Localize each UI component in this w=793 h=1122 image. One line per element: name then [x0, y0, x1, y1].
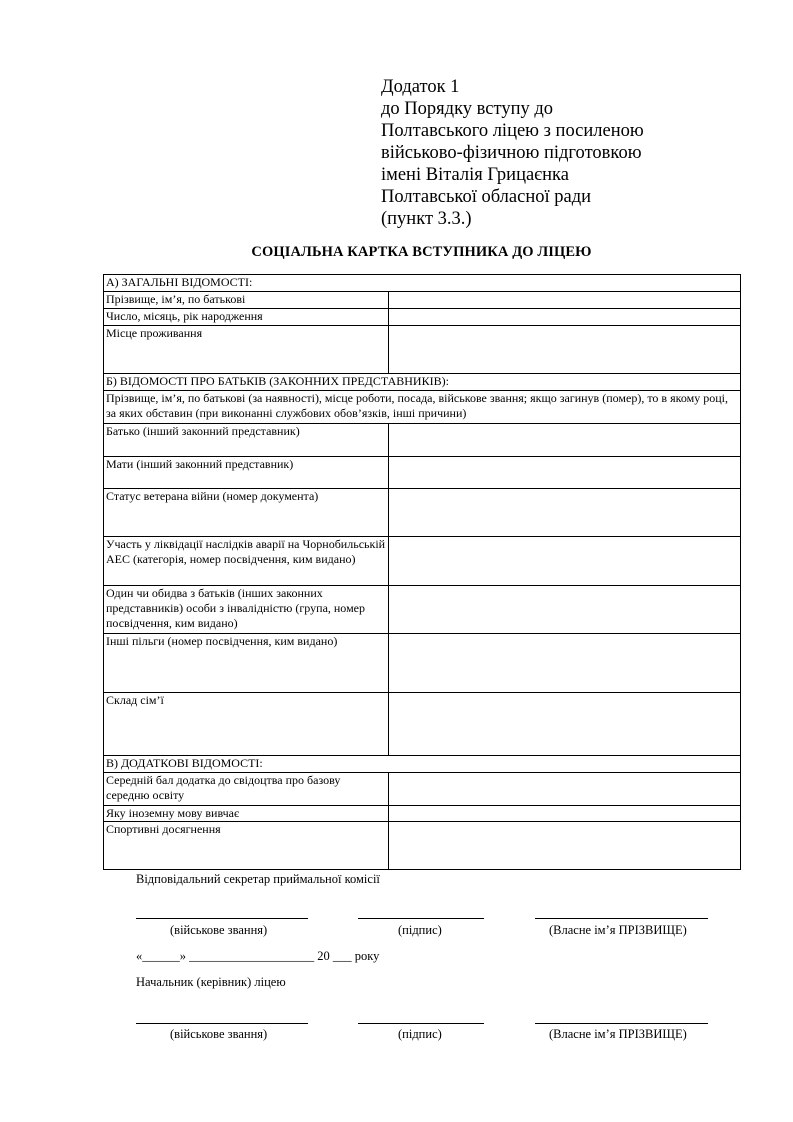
- appendix-line: до Порядку вступу до: [381, 99, 554, 119]
- appendix-line: Додаток 1: [381, 77, 460, 97]
- row-label: Інші пільги (номер посвідчення, ким видано): [104, 634, 389, 693]
- row-label: Яку іноземну мову вивчає: [104, 806, 389, 822]
- date-line: «______» ____________________ 20 ___ року: [136, 949, 380, 963]
- row-label: Батько (інший законний представник): [104, 424, 389, 457]
- appendix-line: військово-фізичною підготовкою: [381, 143, 642, 163]
- row-label: Склад сім’ї: [104, 693, 389, 756]
- row-label: Число, місяць, рік народження: [104, 309, 389, 326]
- field-family[interactable]: [389, 693, 741, 756]
- signature-caption: (підпис): [398, 1027, 442, 1041]
- appendix-line: Полтавської обласної ради: [381, 187, 592, 207]
- field-veteran-status[interactable]: [389, 489, 741, 537]
- signature-caption: (підпис): [398, 923, 442, 937]
- field-father[interactable]: [389, 424, 741, 457]
- field-disability[interactable]: [389, 586, 741, 634]
- row-label: Середній бал додатка до свідоцтва про базову середню освіту: [104, 773, 389, 806]
- appendix-line: імені Віталія Грицаєнка: [381, 165, 569, 185]
- row-label: Участь у ліквідації наслідків аварії на Чорнобильській АЕС (категорія, номер посвідчення, ким видано): [104, 537, 389, 586]
- row-label: Один чи обидва з батьків (інших законних представників) особи з інвалідністю (група, номер посвідчення, ким видано): [104, 586, 389, 634]
- secretary-signature-line[interactable]: [358, 918, 484, 919]
- rank-caption: (військове звання): [170, 923, 268, 937]
- head-label: Начальник (керівник) ліцею: [136, 975, 286, 989]
- secretary-label: Відповідальний секретар приймальної комісії: [136, 872, 380, 886]
- document-title: СОЦІАЛЬНА КАРТКА ВСТУПНИКА ДО ЛІЦЕЮ: [251, 244, 592, 260]
- appendix-line: Полтавського ліцею з посиленою: [381, 121, 644, 141]
- row-label: Місце проживання: [104, 326, 389, 374]
- social-card-table: [103, 274, 741, 870]
- field-full-name[interactable]: [389, 292, 741, 309]
- row-label: Спортивні досягнення: [104, 822, 389, 870]
- head-name-line[interactable]: [535, 1023, 708, 1024]
- section-c-heading: В) ДОДАТКОВІ ВІДОМОСТІ:: [104, 756, 741, 773]
- field-average-grade[interactable]: [389, 773, 741, 806]
- name-caption: (Власне ім’я ПРІЗВИЩЕ): [549, 923, 687, 937]
- appendix-line: (пункт 3.3.): [381, 209, 472, 229]
- field-chernobyl[interactable]: [389, 537, 741, 586]
- secretary-name-line[interactable]: [535, 918, 708, 919]
- head-signature-line[interactable]: [358, 1023, 484, 1024]
- field-mother[interactable]: [389, 457, 741, 489]
- head-rank-line[interactable]: [136, 1023, 308, 1024]
- row-label: Статус ветерана війни (номер документа): [104, 489, 389, 537]
- section-b-heading: Б) ВІДОМОСТІ ПРО БАТЬКІВ (ЗАКОННИХ ПРЕДСТАВНИКІВ):: [104, 374, 741, 391]
- section-a-heading: А) ЗАГАЛЬНІ ВІДОМОСТІ:: [104, 275, 741, 292]
- field-other-benefits[interactable]: [389, 634, 741, 693]
- field-sports[interactable]: [389, 822, 741, 870]
- appendix-header: [381, 76, 761, 230]
- name-caption: (Власне ім’я ПРІЗВИЩЕ): [549, 1027, 687, 1041]
- section-b-note: Прізвище, ім’я, по батькові (за наявності), місце роботи, посада, військове звання; якщо загинув (помер), то в якому році, за яких обставин (при виконанні службових обов’язків, інші причини): [104, 391, 741, 424]
- row-label: Мати (інший законний представник): [104, 457, 389, 489]
- row-label: Прізвище, ім’я, по батькові: [104, 292, 389, 309]
- field-foreign-language[interactable]: [389, 806, 741, 822]
- secretary-rank-line[interactable]: [136, 918, 308, 919]
- field-residence[interactable]: [389, 326, 741, 374]
- rank-caption: (військове звання): [170, 1027, 268, 1041]
- field-birth-date[interactable]: [389, 309, 741, 326]
